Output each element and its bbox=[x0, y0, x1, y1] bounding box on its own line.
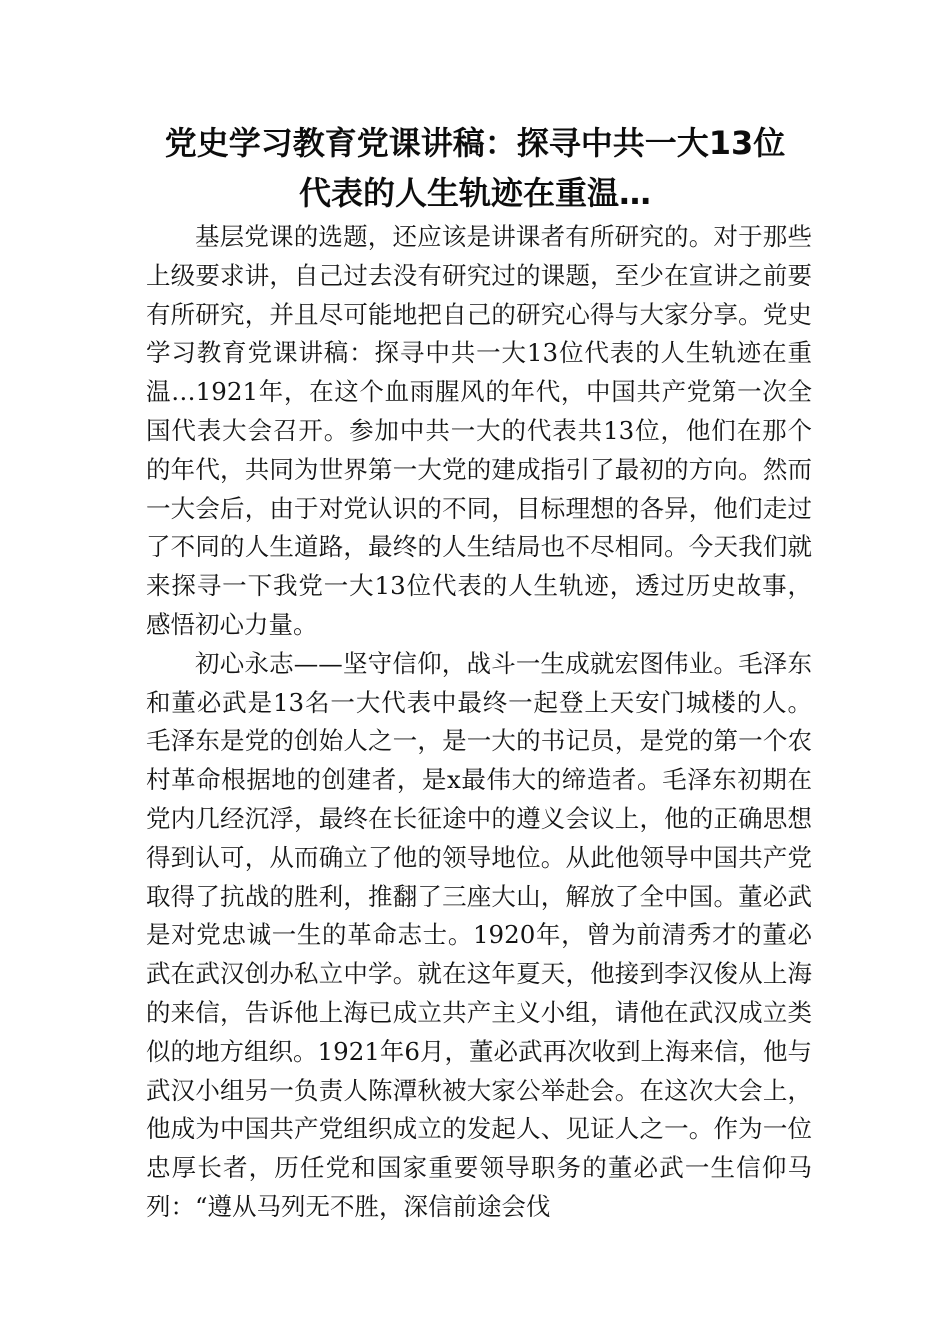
paragraph-2: 初心永志——坚守信仰，战斗一生成就宏图伟业。毛泽东和董必武是13名一大代表中最终一起登上天安门城楼的人。毛泽东是党的创始人之一，是一大的书记员，是党的第一个农村革命根据地的创建者，是x最伟大的缔造者。毛泽东初期在党内几经沉浮，最终在长征途中的遵义会议上，他的正确思想得到认可，从而确立了他的领导地位。从此他领导中国共产党取得了抗战的胜利，推翻了三座大山，解放了全中国。董必武是对党忠诚一生的革命志士。1920年，曾为前清秀才的董必武在武汉创办私立中学。就在这年夏天，他接到李汉俊从上海的来信，告诉他上海已成立共产主义小组，请他在武汉成立类似的地方组织。1921年6月，董必武再次收到上海来信，他与武汉小组另一负责人陈潭秋被大家公举赴会。在这次大会上，他成为中国共产党组织成立的发起人、见证人之一。作为一位忠厚长者，历任党和国家重要领导职务的董必武一生信仰马列：“遵从马列无不胜，深信前途会伐 bbox=[146, 648, 812, 1221]
paragraph-1: 基层党课的选题，还应该是讲课者有所研究的。对于那些上级要求讲，自己过去没有研究过的课题，至少在宣讲之前要有所研究，并且尽可能地把自己的研究心得与大家分享。党史学习教育党课讲稿：探寻中共一大13位代表的人生轨迹在重温…1921年，在这个血雨腥风的年代，中国共产党第一次全国代表大会召开。参加中共一大的代表共13位，他们在那个的年代，共同为世界第一大党的建成指引了最初的方向。然而一大会后，由于对党认识的不同，目标理想的各异，他们走过了不同的人生道路，最终的人生结局也不尽相同。今天我们就来探寻一下我党一大13位代表的人生轨迹，透过历史故事，感悟初心力量。 bbox=[146, 222, 812, 639]
title-line-2: 代表的人生轨迹在重温… bbox=[298, 174, 651, 212]
title-line-1: 党史学习教育党课讲稿：探寻中共一大13位 bbox=[164, 124, 786, 162]
document-title bbox=[120, 118, 830, 218]
document-body bbox=[146, 218, 812, 1227]
